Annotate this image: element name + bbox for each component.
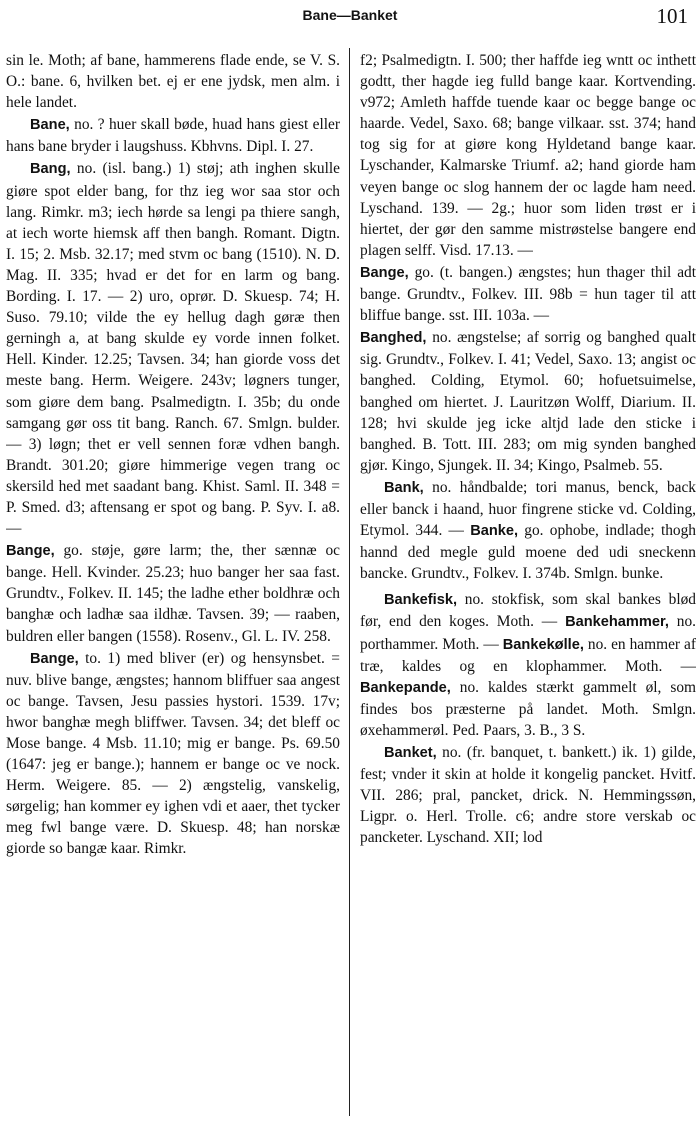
headword: Bankekølle, <box>502 636 584 653</box>
page-header <box>0 4 700 30</box>
entry-text: no. porthammer. Moth. — <box>360 613 696 653</box>
dictionary-entry <box>6 158 340 539</box>
entry-text: no. en hammer af træ, kaldes og en klophammer. Moth. — <box>360 635 696 675</box>
headword: Banke, <box>470 523 519 540</box>
entry-text: go. støje, gøre larm; the, ther sænnæ oc bange. Hell. Kvinder. 25.23; huo banger her saa fast. Grundtv., Folkev. II. 145; the ladhe ether boldhræ och banghæ och ladhæ saa ildhæ. Tavsen. 39; — raaben, buldren eller bangen (1558). Rosenv., Gl. L. IV. 258. <box>6 542 340 645</box>
headword: Bankepande, <box>360 679 451 696</box>
headword: Bange, <box>360 264 409 281</box>
entry-text: to. 1) med bliver (er) og hensynsbet. = nuv. blive bange, ængstes; hannom bliffuer saa angest oc bange. Tavsen, Jesu passies hystori. 1539. 17v; hwor banghæ megh bliffwer. Tavsen. 34; det bleff oc Mose bange. 4 Msb. 11.10; mig er bange. Ps. 69.50 (1647: jeg er bange.); hannem er bange oc ve nock. Herm. Weigere. 85. — 2) ængstelig, vanskelig, sørgelig; han kommer ey ighen vdi et aaer, thet tycker meg fwl bange være. D. Skuesp. 48; han norskæ giorde so bangæ kaar. Rimkr. <box>6 649 340 858</box>
headword: Bankefisk, <box>384 592 458 609</box>
dictionary-entry <box>6 50 340 113</box>
dictionary-entry <box>360 589 696 741</box>
headword: Bang, <box>30 161 71 178</box>
dictionary-entry <box>6 114 340 157</box>
dictionary-entry <box>360 742 696 848</box>
dictionary-entry <box>6 540 340 646</box>
entry-text: go. ophobe, indlade; thogh hannd ded megle guld moene ded udi sneckenn bancke. Grundtv., Folkev. I. 374b. Smlgn. bunke. <box>360 522 696 583</box>
entry-text: f2; Psalmedigtn. I. 500; ther haffde ieg wntt oc inthett godtt, ther hagde ieg fulld bange kaar. Kortvending. v972; Amleth haffde tuende kaar oc begge bange oc haarde. Vedel, Saxo. 68; bange vilkaar. sst. 374; hand tog sig for at giøre kong Hyldetand bange kaar. Lyschander, Kalmarske Triumf. a2; hand giorde ham veyen bange oc slog hannem der oc lagde ham need. Lyschand. 139. — 2g.; huor som liden trøst er i hiertet, der gør den samme mistrøstelse bangere end plagen selff. Visd. 17.13. — <box>360 52 696 259</box>
left-column <box>6 50 340 1116</box>
dictionary-entry <box>6 648 340 860</box>
headword: Banket, <box>384 745 437 761</box>
dictionary-entry <box>360 50 696 261</box>
page-number: 101 <box>656 4 688 28</box>
entry-text: no. (isl. bang.) 1) støj; ath inghen skulle giøre spot elder bang, for thz ieg wor saa stor och lang. Rimkr. m3; iech hørde sa lengi pa thiere sangh, at iech worte hiemsk aff then bangh. Romant. Digtn. I. 15; 2. Msb. 32.17; med stvm oc bang (1510). N. D. Mag. II. 335; hvad er det for en larm og bang. Bording. I. 17. — 2) uro, oprør. D. Skuesp. 74; H. Suso. 79.10; vilde the ey hellug dagh gøræ then gerningh a, at bang skulde ey vorde innen folket. Hell. Kinder. 12.25; Tavsen. 34; han giorde voss det meste bang. Herm. Weigere. 243v; løgners tunger, som giøre dem bang. Psalmedigtn. I. 35b; du onde samgang gør oss tit bang. Ranch. 67. Smlgn. bulder. — 3) løgn; thet er vell sennen foræ vdhen bangh. Brandt. 301.20; giøre himmerige vegen trang oc skersild hed met saadant bang. Khist. Saml. II. 348 = P. Smed. d3; aftensang er spot og bang. P. Syv. I. a8. — <box>6 160 340 538</box>
dictionary-entry <box>360 262 696 326</box>
headword: Bank, <box>384 479 424 496</box>
dictionary-entry <box>360 327 696 476</box>
headword: Banghed, <box>360 330 427 347</box>
entry-text: no. kaldes stærkt gammelt øl, som findes bos præsterne på landet. Moth. Smlgn. øxehammerøl. Ped. Paars, 3. B., 3 S. <box>360 678 696 739</box>
headword: Bange, <box>6 543 55 560</box>
headword: Bane, <box>30 117 70 134</box>
headword: Bange, <box>30 650 79 667</box>
entry-text: go. (t. bangen.) ængstes; hun thager thil adt bange. Grundtv., Folkev. III. 98b = hun tager til att bliffue bange. sst. III. 103a. — <box>360 263 696 325</box>
column-divider <box>349 48 350 1116</box>
entry-text: sin le. Moth; af bane, hammerens flade ende, se V. S. O.: bane. 6, hvilken bet. ej er ene jydsk, men alm. i hele landet. <box>6 52 340 112</box>
entry-text: no. stokfisk, som skal bankes blød før, end den koges. Moth. — <box>360 591 696 631</box>
headword: Bankehammer, <box>565 614 669 631</box>
entry-text: no. ? huer skall bøde, huad hans giest eller hans bane bryder i laugshuss. Kbhvns. Dipl. I. 27. <box>6 116 340 156</box>
dictionary-entry <box>360 477 696 584</box>
entry-text: no. håndbalde; tori manus, benck, back eller banck i haand, huor fingrene sticke vd. Colding, Etymol. 344. — <box>360 478 696 540</box>
entry-text: no. ængstelse; af sorrig og banghed qualt sig. Grundtv., Folkev. I. 41; Vedel, Saxo. 13; angist oc banghed. Colding, Etymol. 60; hofuetsuimelse, banghed om hiertet. J. Lauritzøn Wolff, Diarium. II. 128; hvi skulde jeg icke altjd lade den sticke i banghed. B. Tott. III. 283; om mig synden banghed gjør. Kingo, Sjungek. II. 34; Kingo, Psalmeb. 55. <box>360 329 696 474</box>
entry-text: no. (fr. banquet, t. bankett.) ik. 1) gilde, fest; vnder it skin at holde it kongelig pancket. Hvitf. VII. 286; pral, pancket, drick. N. Hemmingssøn, Ligpr. o. Herl. Trolle. c6; andre store verskab oc pancketer. Lyschand. XII; lod <box>360 744 696 847</box>
running-head: Bane—Banket <box>302 7 398 23</box>
right-column <box>360 50 696 1116</box>
